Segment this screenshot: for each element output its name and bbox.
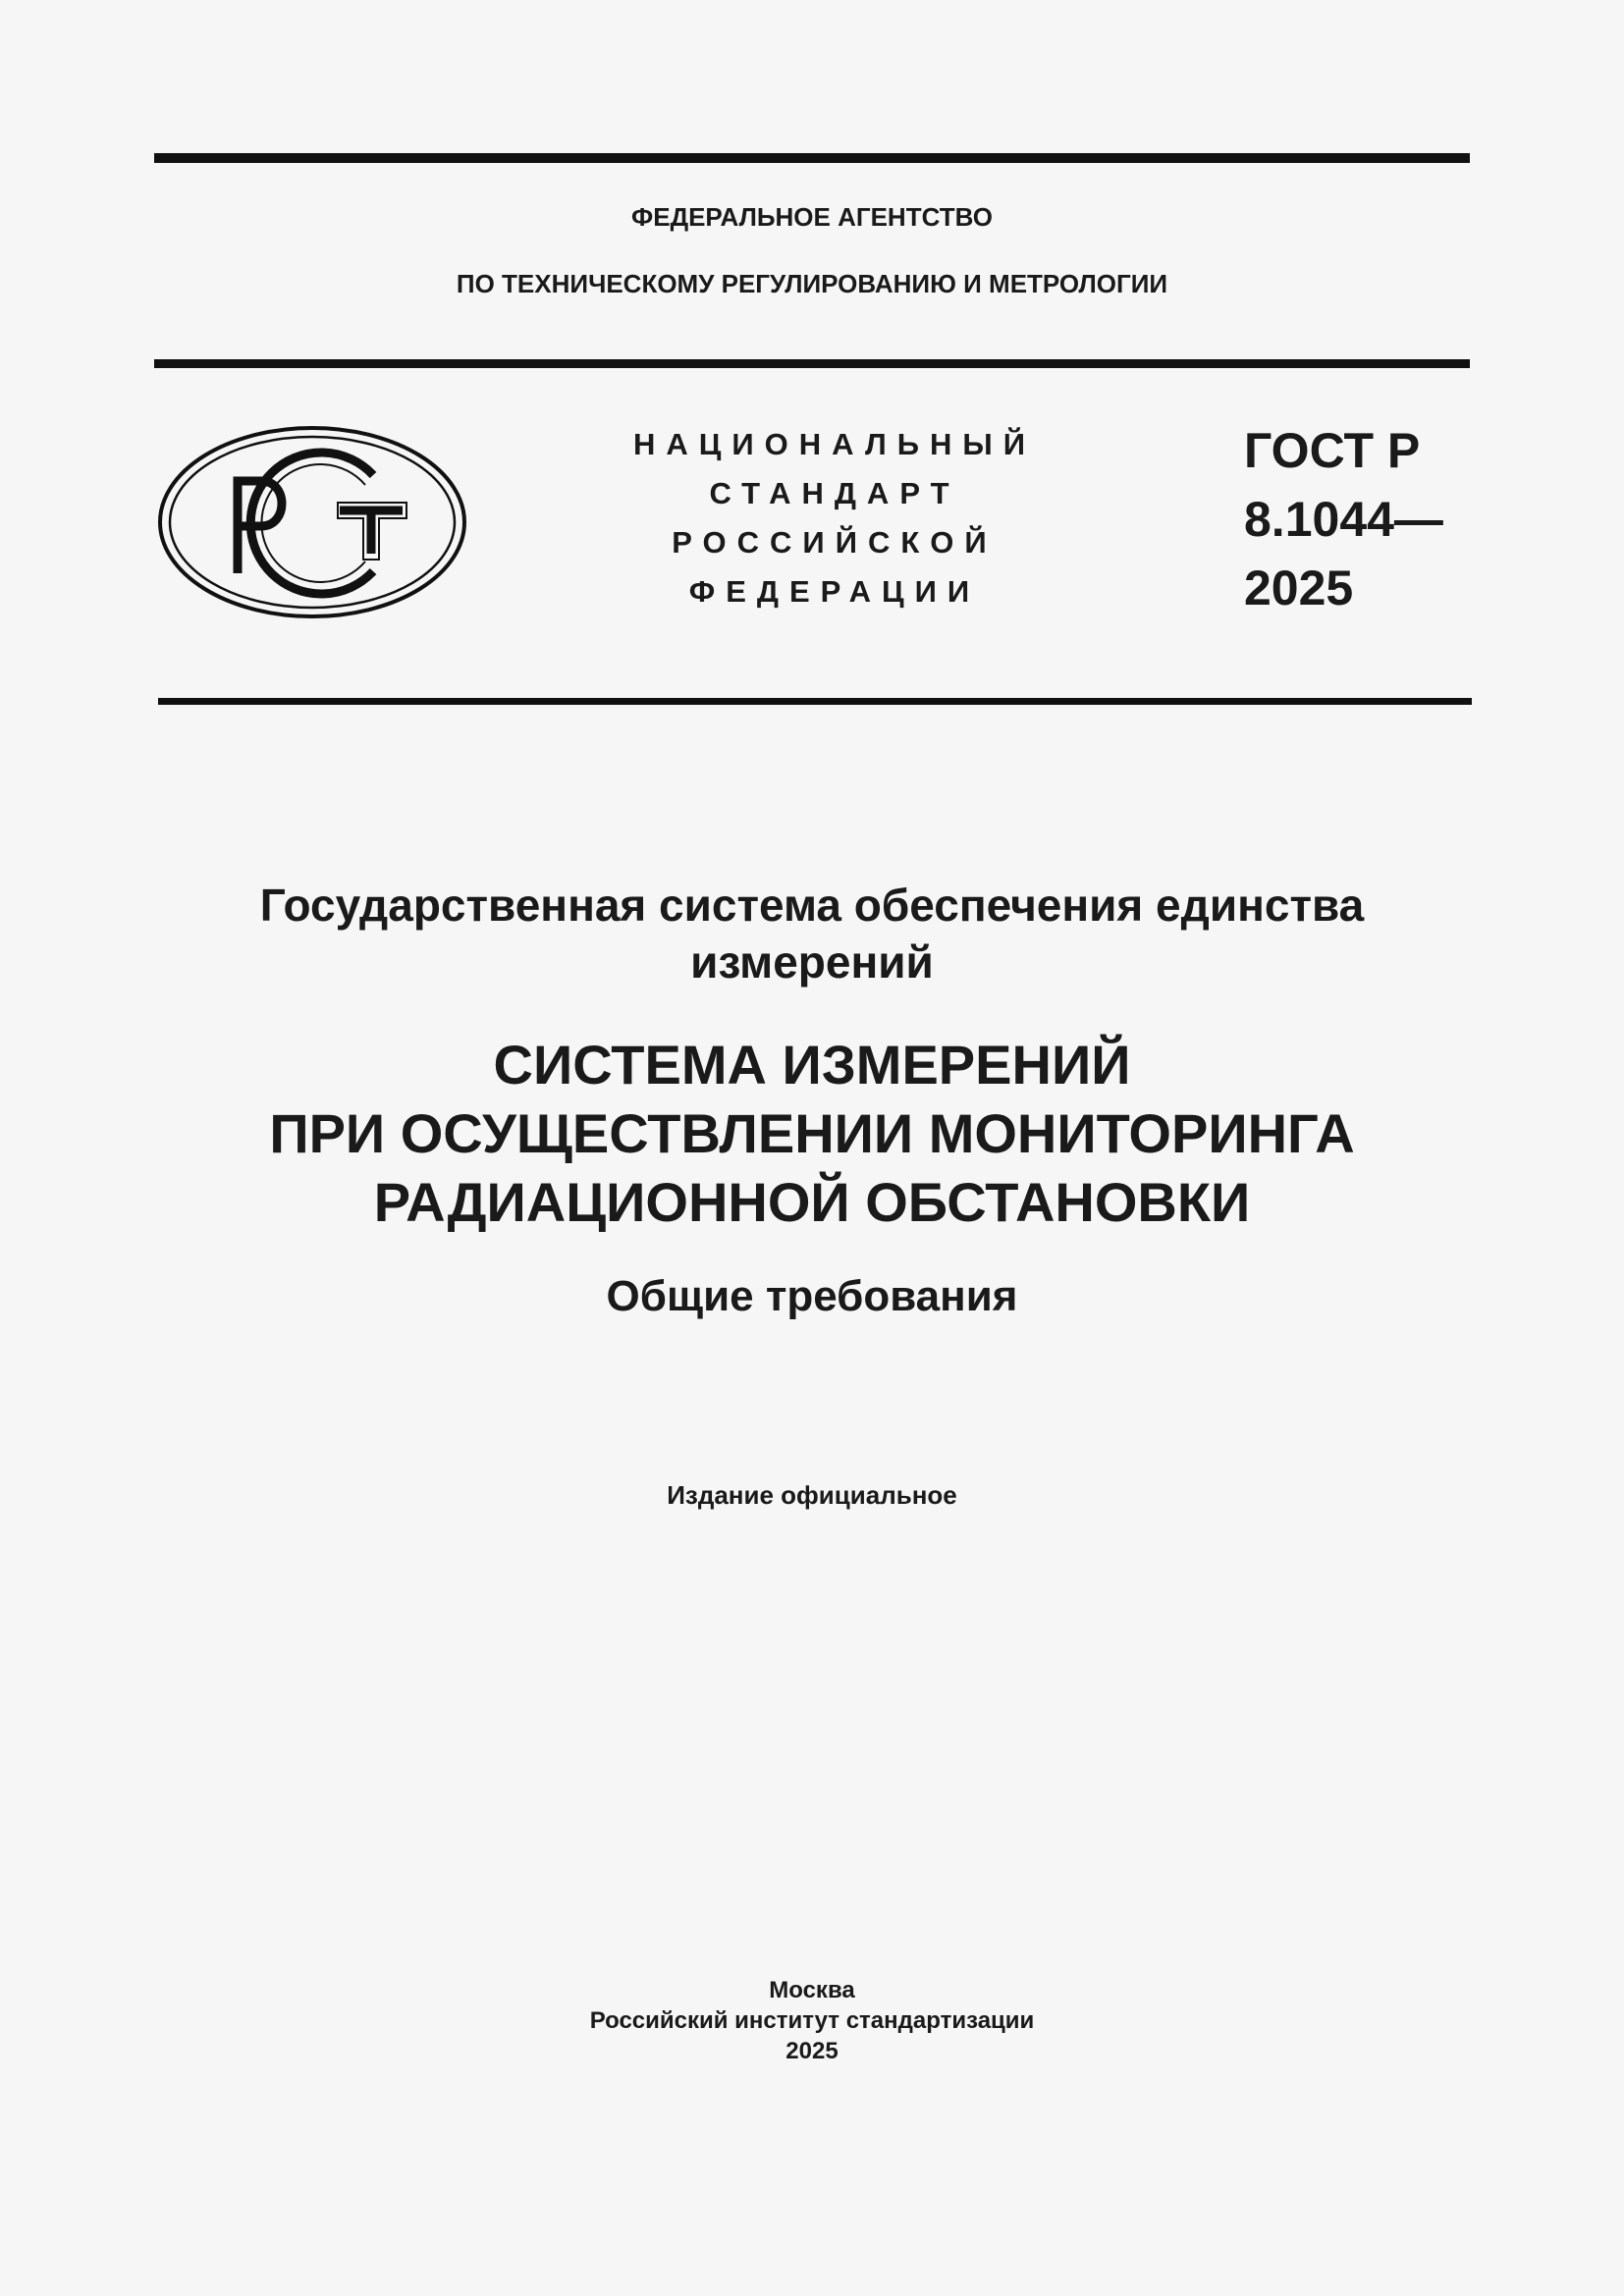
national-standard-label <box>589 420 1080 616</box>
publication-info <box>0 1975 1624 2066</box>
header-bottom-rule <box>158 698 1472 705</box>
publisher-name: Российский институт стандартизации <box>589 2007 1035 2034</box>
agency-name-line-1: ФЕДЕРАЛЬНОЕ АГЕНТСТВО <box>631 202 993 232</box>
series-title-line: Государственная система обеспечения единства <box>259 880 1365 931</box>
header-divider-rule <box>154 359 1470 368</box>
publication-city: Москва <box>769 1977 855 2003</box>
national-standard-line: СТАНДАРТ <box>709 476 960 510</box>
national-standard-line: ФЕДЕРАЦИИ <box>688 574 981 609</box>
main-title-line: ПРИ ОСУЩЕСТВЛЕНИИ МОНИТОРИНГА <box>269 1102 1355 1164</box>
national-standard-line: РОССИЙСКОЙ <box>672 525 998 560</box>
national-standard-line: НАЦИОНАЛЬНЫЙ <box>632 427 1037 461</box>
document-main-title <box>0 1031 1624 1237</box>
standard-designation-line: ГОСТ Р <box>1244 423 1421 478</box>
gost-r-logo-icon <box>155 424 469 620</box>
standard-designation-line: 8.1044— <box>1244 492 1443 547</box>
document-subtitle-requirements: Общие требования <box>606 1272 1018 1320</box>
publication-year: 2025 <box>785 2038 839 2064</box>
main-title-line: СИСТЕМА ИЗМЕРЕНИЙ <box>493 1034 1131 1095</box>
main-title-line: РАДИАЦИОННОЙ ОБСТАНОВКИ <box>373 1171 1251 1233</box>
standard-designation <box>1244 416 1443 622</box>
top-rule <box>154 153 1470 163</box>
standard-designation-line: 2025 <box>1244 561 1354 615</box>
agency-name-line-2: ПО ТЕХНИЧЕСКОМУ РЕГУЛИРОВАНИЮ И МЕТРОЛОГИИ <box>456 269 1168 298</box>
official-edition-label: Издание официальное <box>667 1480 957 1510</box>
series-title-line: измерений <box>690 936 934 988</box>
document-series-title <box>0 877 1624 990</box>
